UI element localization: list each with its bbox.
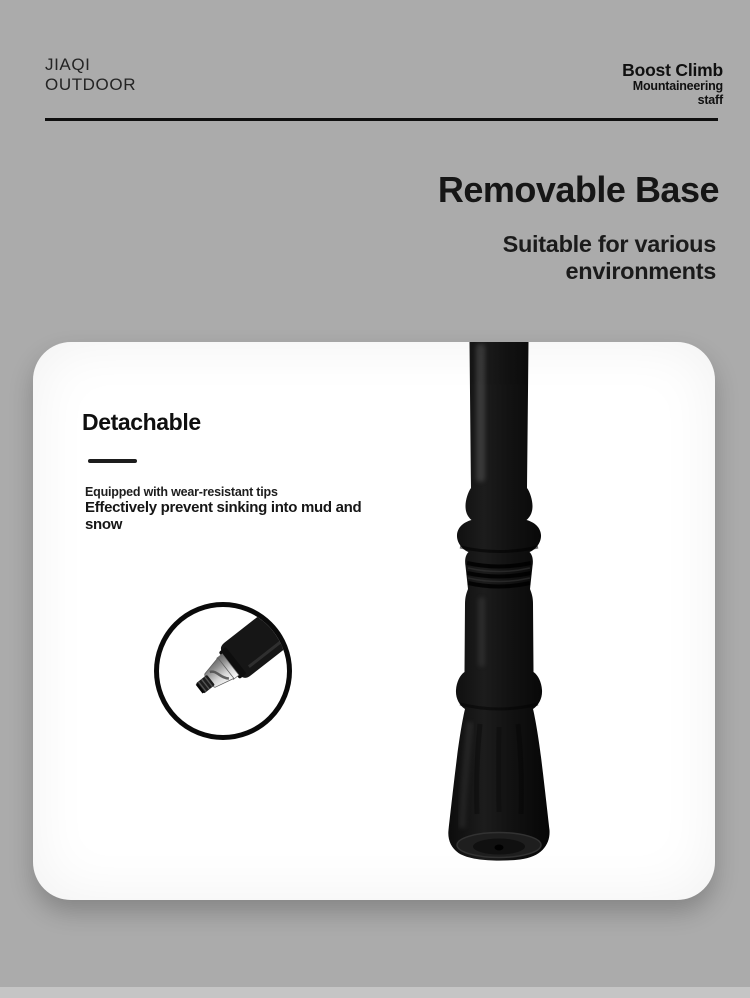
bottom-strip	[0, 987, 750, 998]
brand-line1: JIAQI	[45, 55, 91, 74]
card-description-line1: Effectively prevent sinking into mud and	[85, 499, 362, 516]
brand-line2: OUTDOOR	[45, 75, 137, 94]
trekking-pole-rubber-tip-image	[420, 342, 580, 882]
product-subtitle-line1: Mountaineering	[632, 79, 723, 93]
product-name	[622, 60, 723, 107]
headline-subtitle-line1: Suitable for various	[502, 231, 716, 257]
tip-closeup-inset-image	[143, 591, 303, 751]
heading-underline	[88, 459, 137, 463]
card-heading: Detachable	[82, 409, 201, 435]
brand-logo	[45, 55, 136, 95]
headline-title: Removable Base	[437, 169, 719, 210]
card-description	[85, 500, 361, 533]
product-subtitle-line2: staff	[697, 92, 723, 107]
product-title: Boost Climb	[622, 60, 723, 80]
headline-subtitle	[503, 231, 716, 285]
header-divider	[45, 118, 718, 121]
card-description-line2: snow	[85, 515, 123, 533]
headline-subtitle-line2: environments	[565, 258, 716, 284]
card-caption: Equipped with wear-resistant tips	[85, 485, 278, 499]
feature-card	[33, 342, 715, 900]
